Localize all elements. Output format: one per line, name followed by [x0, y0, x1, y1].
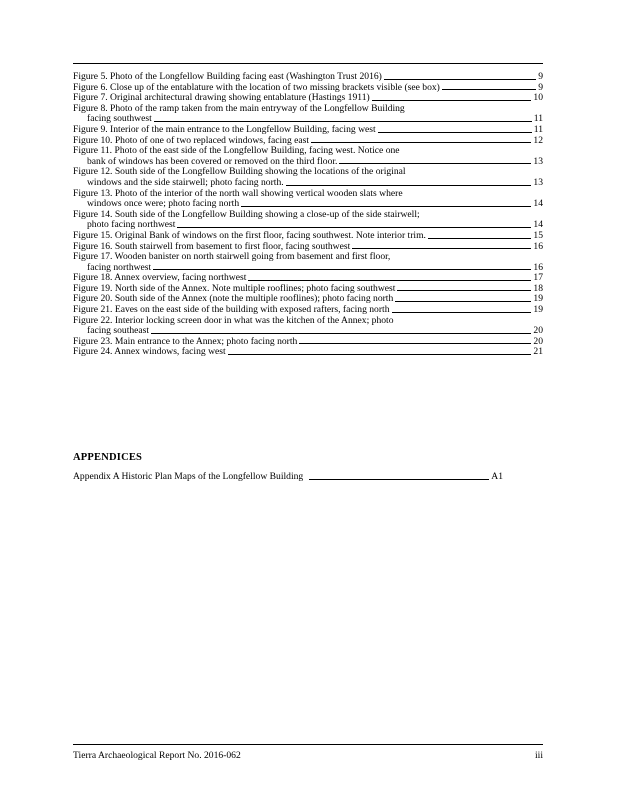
dot-leader	[154, 121, 532, 122]
appendix-title: Appendix A Historic Plan Maps of the Longfellow Building	[73, 471, 304, 482]
dot-leader	[352, 248, 531, 249]
figure-caption: facing northwest	[87, 261, 152, 273]
dot-leader	[286, 185, 532, 186]
figure-caption: Figure 15. Original Bank of windows on the first floor, facing southwest. Note interior trim.	[73, 229, 426, 241]
page-footer	[73, 750, 543, 761]
dot-leader	[177, 227, 531, 228]
figure-page-number: 14	[533, 198, 543, 210]
figure-caption: Figure 19. North side of the Annex. Note multiple rooflines; photo facing southwest	[73, 282, 396, 294]
figure-caption: Figure 18. Annex overview, facing northwest	[73, 272, 247, 284]
footer-report-title: Tierra Archaeological Report No. 2016-062	[73, 750, 241, 761]
figure-caption: Figure 10. Photo of one of two replaced windows, facing east	[73, 134, 310, 146]
figure-caption: bank of windows has been covered or removed on the third floor.	[87, 155, 338, 167]
figure-caption: Figure 23. Main entrance to the Annex; photo facing north	[73, 335, 298, 347]
figure-caption: Figure 12. South side of the Longfellow Building showing the locations of the original	[73, 166, 406, 178]
figure-caption: facing southwest	[87, 113, 152, 125]
figure-page-number: 9	[538, 81, 543, 93]
figure-caption: Figure 16. South stairwell from basement to first floor, facing southwest	[73, 240, 351, 252]
figure-entry[interactable]	[73, 125, 543, 136]
figure-page-number: 11	[533, 113, 543, 125]
figure-entry[interactable]	[73, 252, 543, 273]
figure-page-number: 20	[533, 325, 543, 337]
figure-page-number: 13	[533, 155, 543, 167]
dot-leader	[151, 333, 531, 334]
dot-leader	[309, 479, 489, 480]
figure-entry[interactable]	[73, 146, 543, 167]
figure-caption: Figure 24. Annex windows, facing west	[73, 346, 226, 358]
figure-caption: facing southeast	[87, 325, 150, 337]
figure-page-number: 16	[533, 240, 543, 252]
figure-page-number: 14	[533, 219, 543, 231]
dot-leader	[311, 142, 531, 143]
figure-entry[interactable]	[73, 316, 543, 337]
figure-entry[interactable]	[73, 189, 543, 210]
figure-entry[interactable]	[73, 231, 543, 242]
figure-page-number: 13	[533, 176, 543, 188]
figure-entry[interactable]	[73, 167, 543, 188]
dot-leader	[428, 238, 531, 239]
figure-entry[interactable]	[73, 72, 543, 83]
dot-leader	[228, 354, 532, 355]
figure-caption: Figure 22. Interior locking screen door in what was the kitchen of the Annex; photo	[73, 314, 394, 326]
figure-caption: Figure 6. Close up of the entablature with the location of two missing brackets visible (see box)	[73, 81, 440, 93]
figure-caption: windows once were; photo facing north	[87, 198, 240, 210]
figure-caption: photo facing northwest	[87, 219, 176, 231]
figure-entry[interactable]	[73, 347, 543, 358]
appendix-entry[interactable]	[73, 472, 503, 483]
dot-leader	[248, 280, 531, 281]
figure-page-number: 15	[533, 229, 543, 241]
figure-page-number: 16	[533, 261, 543, 273]
dot-leader	[442, 89, 536, 90]
figure-caption: Figure 21. Eaves on the east side of the building with exposed rafters, facing north	[73, 304, 390, 316]
figure-caption: Figure 8. Photo of the ramp taken from the main entryway of the Longfellow Building	[73, 102, 405, 114]
figure-page-number: 21	[533, 346, 543, 358]
figure-caption: windows and the side stairwell; photo facing north.	[87, 176, 284, 188]
figure-caption: Figure 9. Interior of the main entrance to the Longfellow Building, facing west	[73, 123, 376, 135]
figure-page-number: 20	[533, 335, 543, 347]
figure-caption: Figure 14. South side of the Longfellow Building showing a close-up of the side stairwell;	[73, 208, 420, 220]
figure-entry[interactable]	[73, 210, 543, 231]
dot-leader	[241, 206, 531, 207]
appendices-heading: APPENDICES	[73, 452, 143, 463]
dot-leader	[153, 269, 531, 270]
appendix-page: A1	[491, 471, 503, 482]
figure-page-number: 9	[538, 71, 543, 82]
list-of-figures	[73, 72, 543, 358]
figure-caption: Figure 11. Photo of the east side of the Longfellow Building, facing west. Notice one	[73, 145, 400, 157]
figure-page-number: 17	[533, 272, 543, 284]
figure-page-number: 10	[533, 92, 543, 104]
footer-rule	[73, 744, 543, 745]
figure-caption: Figure 20. South side of the Annex (note the multiple rooflines); photo facing north	[73, 293, 394, 305]
figure-page-number: 18	[533, 282, 543, 294]
figure-page-number: 19	[533, 293, 543, 305]
dot-leader	[372, 100, 532, 101]
page-number: iii	[535, 750, 543, 761]
dot-leader	[339, 163, 531, 164]
header-rule	[73, 63, 543, 64]
figure-caption: Figure 5. Photo of the Longfellow Building facing east (Washington Trust 2016)	[73, 71, 382, 82]
figure-entry[interactable]	[73, 104, 543, 125]
figure-caption: Figure 17. Wooden banister on north stairwell going from basement and first floor,	[73, 251, 391, 263]
dot-leader	[395, 301, 531, 302]
figure-page-number: 11	[533, 123, 543, 135]
dot-leader	[392, 312, 532, 313]
dot-leader	[299, 343, 531, 344]
figure-page-number: 12	[533, 134, 543, 146]
figure-page-number: 19	[533, 304, 543, 316]
dot-leader	[378, 132, 532, 133]
figure-caption: Figure 7. Original architectural drawing showing entablature (Hastings 1911)	[73, 92, 370, 104]
figure-caption: Figure 13. Photo of the interior of the north wall showing vertical wooden slats where	[73, 187, 403, 199]
dot-leader	[384, 79, 536, 80]
dot-leader	[397, 290, 531, 291]
